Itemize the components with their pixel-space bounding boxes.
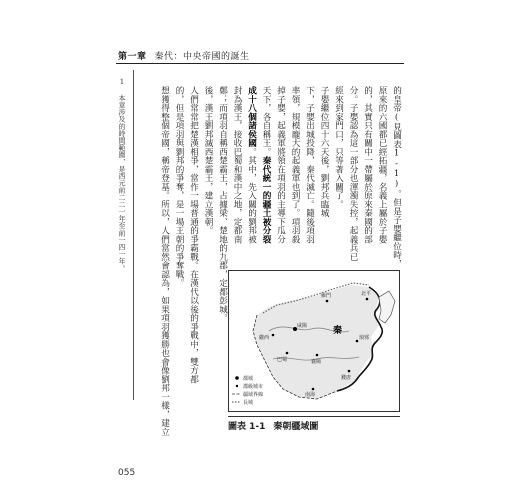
text-segment: 的，但是項羽與劉邦的爭奪，是一場王朝的爭奪戰。 xyxy=(174,86,185,288)
text-column xyxy=(334,86,343,262)
text-column xyxy=(204,86,213,376)
text-segment: 封為漢王，接收巴蜀和漢中之地，定都南 xyxy=(232,86,243,244)
city-marker xyxy=(316,354,319,357)
text-segment: 掉子嬰，起義軍將領在項羽的主導下瓜分 xyxy=(275,86,286,244)
map-label-zhuquan: 琅邪 xyxy=(359,335,370,341)
map-label-xianyang: 咸陽 xyxy=(297,323,308,329)
legend-capital: 都城 xyxy=(243,376,254,382)
peninsula xyxy=(379,291,395,323)
text-column xyxy=(262,86,271,262)
map-label-yanmen: 雁門 xyxy=(321,293,332,299)
figure-1-1 xyxy=(228,270,400,440)
city-marker xyxy=(356,340,359,343)
map-graphic xyxy=(229,271,401,413)
map-label-xiangyang: 襄陽 xyxy=(311,359,322,365)
map-label-qiantang: 錢唐 xyxy=(341,375,352,381)
text-segment: 後，漢王劉邦滅西楚霸王，建立漢朝。 xyxy=(203,86,214,235)
page-number: 055 xyxy=(118,468,136,478)
chapter-label: 第一章 xyxy=(118,52,147,62)
text-column xyxy=(188,86,199,384)
text-segment: 的皇帝 xyxy=(391,86,402,113)
text-segment: 想獲得整個帝國，稱帝登基。所以，人們當然會認為，如果項羽獲勝也會像劉邦一樣，建立 xyxy=(159,86,170,436)
text-column xyxy=(349,86,358,262)
city-marker xyxy=(348,370,351,373)
text-segment: (見圖表1-1 xyxy=(391,112,402,180)
text-column xyxy=(247,86,256,262)
emphasis-text: 秦代統一的疆土被分裂 xyxy=(261,156,272,244)
footnote-divider xyxy=(133,70,134,400)
map-label-nanhai: 南海 xyxy=(305,392,316,398)
text-segment: 經來到家門口，只等著入關了。 xyxy=(333,86,344,209)
map-label-beipu: 北平 xyxy=(361,291,372,297)
text-column xyxy=(391,86,402,269)
figure-title: 秦朝疆域圖 xyxy=(273,422,319,432)
city-marker xyxy=(272,334,275,337)
chapter-title: 秦代：中央帝國的誕生 xyxy=(154,52,250,62)
footnote: 1 本章涉及的時間範圍，是西元前二二一年至前一四一年。 xyxy=(118,78,126,272)
text-column xyxy=(159,86,170,436)
text-segment: 率領，規模龐大的起義軍也到了。項羽殺 xyxy=(290,86,301,244)
city-marker xyxy=(366,298,369,301)
qin-territory-map xyxy=(228,270,400,412)
figure-number: 圖表 1-1 xyxy=(228,422,266,432)
city-marker xyxy=(286,352,289,355)
text-column xyxy=(378,86,387,262)
legend-city: 郡級城市 xyxy=(243,384,264,390)
map-label-bashu: 巴蜀 xyxy=(277,357,288,363)
text-column xyxy=(218,86,227,376)
text-segment: 人們常常把楚漢相爭，當作一場普通的爭霸戰。在漢代以後的爭戰中，雙方都 xyxy=(188,86,199,384)
map-legend xyxy=(232,375,263,406)
text-segment: 。其中，先入關的劉邦被 xyxy=(246,147,257,244)
text-segment: 分。子嬰認為這一部分也渾濁失控，起義兵已 xyxy=(348,86,359,261)
text-column xyxy=(175,86,184,376)
city-marker xyxy=(312,388,315,391)
text-column xyxy=(320,86,329,262)
text-column xyxy=(363,86,372,262)
text-segment: )。但是子嬰繼位時， xyxy=(391,179,402,269)
header-rule xyxy=(116,63,404,64)
emphasis-text: 成十八個諸侯國 xyxy=(246,86,257,148)
running-head xyxy=(118,49,250,62)
text-segment: 子嬰繼位四十六天後，劉邦兵臨城 xyxy=(319,86,330,218)
legend-wall: 長城 xyxy=(243,400,254,406)
legend-border: 疆域界線 xyxy=(243,392,264,398)
text-column xyxy=(233,86,242,262)
text-column xyxy=(291,86,300,262)
figure-caption xyxy=(228,416,400,437)
text-segment: 的，其實只有關中一帶屬於原來秦國的部 xyxy=(362,86,373,244)
territory-area xyxy=(253,285,379,399)
map-label-longxi: 隴西 xyxy=(259,335,270,341)
text-segment: 原來的六國都已經拓疆，名義上屬於子嬰 xyxy=(377,86,388,244)
page-header xyxy=(0,0,520,60)
text-column xyxy=(305,86,314,262)
city-marker xyxy=(326,300,329,303)
text-segment: 下，子嬰出城投降，秦代滅亡。隨後項羽 xyxy=(304,86,315,244)
map-label-qin: 秦 xyxy=(333,326,343,336)
text-segment: 鄭；而項羽自稱西楚霸王，占據梁、楚地的九郡，定都彭城。 xyxy=(217,86,228,323)
text-column xyxy=(276,86,285,262)
text-segment: 天下，各自稱王。 xyxy=(261,86,272,156)
